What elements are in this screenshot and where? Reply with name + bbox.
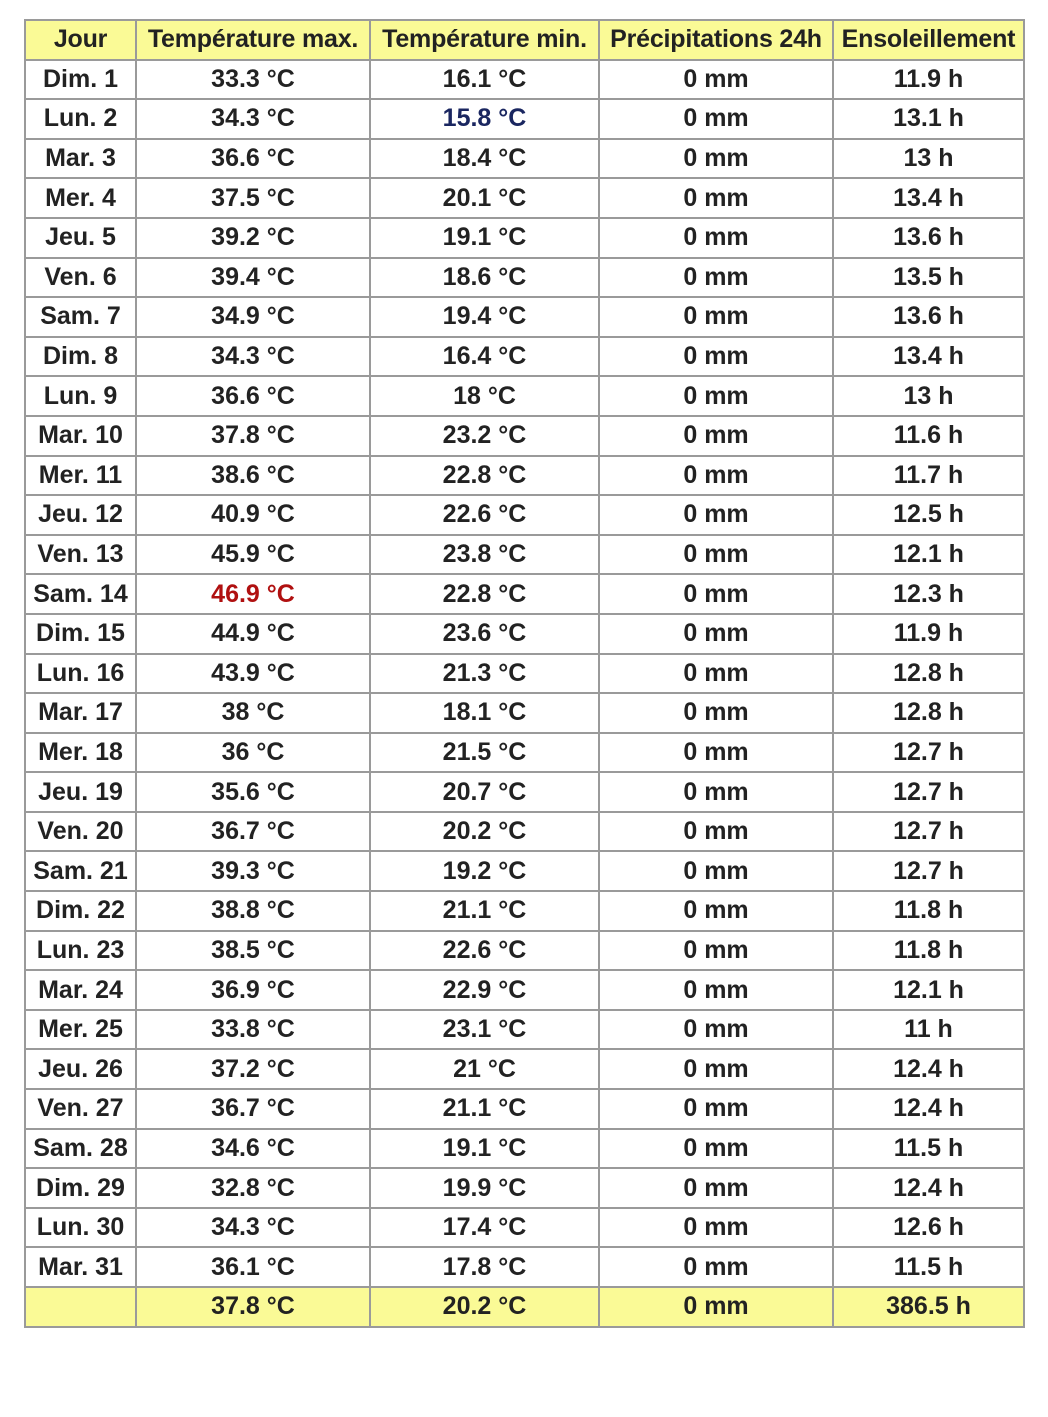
cell-sunshine: 13.4 h	[833, 178, 1024, 218]
table-row	[25, 614, 1024, 654]
cell-sunshine: 11.8 h	[833, 931, 1024, 971]
cell-temp-max: 39.3 °C	[136, 851, 370, 891]
cell-day: Lun. 9	[25, 376, 136, 416]
cell-sunshine: 11.9 h	[833, 60, 1024, 100]
cell-precipitation: 0 mm	[599, 376, 833, 416]
cell-day: Ven. 6	[25, 258, 136, 298]
cell-temp-min: 23.1 °C	[370, 1010, 599, 1050]
cell-temp-min: 22.6 °C	[370, 931, 599, 971]
cell-day: Mar. 17	[25, 693, 136, 733]
cell-sunshine: 11.9 h	[833, 614, 1024, 654]
cell-sunshine: 12.5 h	[833, 495, 1024, 535]
cell-precipitation: 0 mm	[599, 772, 833, 812]
cell-temp-max: 45.9 °C	[136, 535, 370, 575]
cell-temp-min: 23.8 °C	[370, 535, 599, 575]
cell-temp-max: 39.2 °C	[136, 218, 370, 258]
cell-precipitation: 0 mm	[599, 851, 833, 891]
cell-sunshine: 12.7 h	[833, 851, 1024, 891]
cell-sunshine: 13.6 h	[833, 218, 1024, 258]
cell-temp-min: 21 °C	[370, 1049, 599, 1089]
cell-temp-min: 18.1 °C	[370, 693, 599, 733]
cell-precipitation: 0 mm	[599, 416, 833, 456]
table-row	[25, 139, 1024, 179]
header-temp-min: Température min.	[370, 20, 599, 60]
table-row	[25, 1049, 1024, 1089]
cell-temp-max: 35.6 °C	[136, 772, 370, 812]
totals-temp-min: 20.2 °C	[370, 1287, 599, 1327]
cell-precipitation: 0 mm	[599, 1049, 833, 1089]
cell-precipitation: 0 mm	[599, 1208, 833, 1248]
cell-temp-max: 36.7 °C	[136, 812, 370, 852]
cell-sunshine: 11 h	[833, 1010, 1024, 1050]
table-row	[25, 1247, 1024, 1287]
cell-precipitation: 0 mm	[599, 654, 833, 694]
header-day: Jour	[25, 20, 136, 60]
table-row	[25, 851, 1024, 891]
monthly-weather-table	[24, 19, 1025, 1328]
cell-temp-min: 21.3 °C	[370, 654, 599, 694]
cell-precipitation: 0 mm	[599, 99, 833, 139]
cell-temp-min: 19.9 °C	[370, 1168, 599, 1208]
cell-day: Mar. 10	[25, 416, 136, 456]
cell-temp-max: 43.9 °C	[136, 654, 370, 694]
cell-precipitation: 0 mm	[599, 456, 833, 496]
cell-precipitation: 0 mm	[599, 693, 833, 733]
table-row	[25, 812, 1024, 852]
cell-temp-max: 37.5 °C	[136, 178, 370, 218]
cell-temp-max: 36.6 °C	[136, 376, 370, 416]
cell-day: Jeu. 26	[25, 1049, 136, 1089]
cell-day: Dim. 8	[25, 337, 136, 377]
cell-sunshine: 11.7 h	[833, 456, 1024, 496]
cell-temp-max: 38.6 °C	[136, 456, 370, 496]
cell-sunshine: 11.6 h	[833, 416, 1024, 456]
table-row	[25, 416, 1024, 456]
cell-temp-max: 39.4 °C	[136, 258, 370, 298]
cell-temp-max: 38.5 °C	[136, 931, 370, 971]
cell-sunshine: 13.5 h	[833, 258, 1024, 298]
table-row	[25, 99, 1024, 139]
cell-precipitation: 0 mm	[599, 1089, 833, 1129]
cell-temp-max: 38.8 °C	[136, 891, 370, 931]
cell-precipitation: 0 mm	[599, 1129, 833, 1169]
cell-temp-max: 40.9 °C	[136, 495, 370, 535]
cell-temp-min: 23.6 °C	[370, 614, 599, 654]
cell-day: Mer. 4	[25, 178, 136, 218]
cell-sunshine: 13 h	[833, 376, 1024, 416]
table-row	[25, 693, 1024, 733]
cell-temp-min: 15.8 °C	[370, 99, 599, 139]
table-row	[25, 1010, 1024, 1050]
cell-day: Mer. 18	[25, 733, 136, 773]
cell-temp-min: 17.4 °C	[370, 1208, 599, 1248]
cell-temp-max: 36.9 °C	[136, 970, 370, 1010]
cell-day: Dim. 15	[25, 614, 136, 654]
cell-sunshine: 13.1 h	[833, 99, 1024, 139]
cell-day: Dim. 22	[25, 891, 136, 931]
totals-sunshine: 386.5 h	[833, 1287, 1024, 1327]
cell-precipitation: 0 mm	[599, 337, 833, 377]
cell-sunshine: 12.7 h	[833, 733, 1024, 773]
cell-temp-min: 19.1 °C	[370, 1129, 599, 1169]
cell-temp-max: 44.9 °C	[136, 614, 370, 654]
cell-day: Mar. 24	[25, 970, 136, 1010]
table-row	[25, 931, 1024, 971]
cell-day: Sam. 7	[25, 297, 136, 337]
cell-precipitation: 0 mm	[599, 574, 833, 614]
cell-temp-max: 34.6 °C	[136, 1129, 370, 1169]
cell-sunshine: 12.8 h	[833, 654, 1024, 694]
table-row	[25, 60, 1024, 100]
cell-temp-min: 20.2 °C	[370, 812, 599, 852]
cell-temp-max: 34.3 °C	[136, 1208, 370, 1248]
cell-sunshine: 13.4 h	[833, 337, 1024, 377]
cell-temp-min: 19.4 °C	[370, 297, 599, 337]
cell-temp-min: 16.1 °C	[370, 60, 599, 100]
cell-sunshine: 11.8 h	[833, 891, 1024, 931]
cell-temp-min: 18 °C	[370, 376, 599, 416]
table-row	[25, 1129, 1024, 1169]
cell-precipitation: 0 mm	[599, 1247, 833, 1287]
table-row	[25, 970, 1024, 1010]
cell-temp-max: 33.3 °C	[136, 60, 370, 100]
cell-sunshine: 12.4 h	[833, 1089, 1024, 1129]
cell-precipitation: 0 mm	[599, 1168, 833, 1208]
table-row	[25, 337, 1024, 377]
cell-temp-min: 16.4 °C	[370, 337, 599, 377]
header-precipitation: Précipitations 24h	[599, 20, 833, 60]
cell-precipitation: 0 mm	[599, 535, 833, 575]
cell-day: Mar. 3	[25, 139, 136, 179]
cell-day: Dim. 29	[25, 1168, 136, 1208]
cell-precipitation: 0 mm	[599, 812, 833, 852]
table-row	[25, 535, 1024, 575]
cell-precipitation: 0 mm	[599, 218, 833, 258]
cell-precipitation: 0 mm	[599, 614, 833, 654]
cell-precipitation: 0 mm	[599, 60, 833, 100]
cell-day: Jeu. 5	[25, 218, 136, 258]
cell-temp-max: 36.7 °C	[136, 1089, 370, 1129]
cell-sunshine: 12.7 h	[833, 812, 1024, 852]
cell-temp-max: 34.9 °C	[136, 297, 370, 337]
table-row	[25, 891, 1024, 931]
cell-temp-min: 20.1 °C	[370, 178, 599, 218]
table-body	[25, 60, 1024, 1287]
cell-sunshine: 12.3 h	[833, 574, 1024, 614]
cell-precipitation: 0 mm	[599, 178, 833, 218]
cell-temp-max: 38 °C	[136, 693, 370, 733]
cell-temp-max: 32.8 °C	[136, 1168, 370, 1208]
table-row	[25, 654, 1024, 694]
cell-day: Sam. 21	[25, 851, 136, 891]
table-row	[25, 456, 1024, 496]
cell-day: Mer. 25	[25, 1010, 136, 1050]
cell-sunshine: 13 h	[833, 139, 1024, 179]
cell-temp-max: 37.2 °C	[136, 1049, 370, 1089]
cell-temp-min: 22.9 °C	[370, 970, 599, 1010]
cell-temp-min: 22.8 °C	[370, 456, 599, 496]
cell-temp-max: 34.3 °C	[136, 99, 370, 139]
cell-sunshine: 11.5 h	[833, 1129, 1024, 1169]
cell-day: Lun. 16	[25, 654, 136, 694]
cell-day: Jeu. 12	[25, 495, 136, 535]
cell-sunshine: 12.7 h	[833, 772, 1024, 812]
table-row	[25, 297, 1024, 337]
cell-day: Mar. 31	[25, 1247, 136, 1287]
table-row	[25, 1089, 1024, 1129]
totals-precipitation: 0 mm	[599, 1287, 833, 1327]
cell-temp-min: 18.4 °C	[370, 139, 599, 179]
table-row	[25, 218, 1024, 258]
cell-temp-min: 21.1 °C	[370, 1089, 599, 1129]
totals-label	[25, 1287, 136, 1327]
header-sunshine: Ensoleillement	[833, 20, 1024, 60]
totals-row	[25, 1287, 1024, 1327]
cell-temp-max: 37.8 °C	[136, 416, 370, 456]
cell-sunshine: 12.8 h	[833, 693, 1024, 733]
cell-sunshine: 12.1 h	[833, 535, 1024, 575]
cell-day: Dim. 1	[25, 60, 136, 100]
header-row	[25, 20, 1024, 60]
cell-temp-max: 36 °C	[136, 733, 370, 773]
table-row	[25, 1208, 1024, 1248]
cell-day: Ven. 13	[25, 535, 136, 575]
cell-temp-min: 17.8 °C	[370, 1247, 599, 1287]
totals-temp-max: 37.8 °C	[136, 1287, 370, 1327]
cell-day: Lun. 30	[25, 1208, 136, 1248]
table-row	[25, 733, 1024, 773]
cell-temp-min: 21.1 °C	[370, 891, 599, 931]
table-row	[25, 376, 1024, 416]
cell-temp-max: 46.9 °C	[136, 574, 370, 614]
cell-day: Mer. 11	[25, 456, 136, 496]
cell-temp-min: 22.6 °C	[370, 495, 599, 535]
cell-sunshine: 11.5 h	[833, 1247, 1024, 1287]
table-row	[25, 772, 1024, 812]
cell-day: Ven. 20	[25, 812, 136, 852]
cell-day: Sam. 28	[25, 1129, 136, 1169]
cell-sunshine: 13.6 h	[833, 297, 1024, 337]
cell-precipitation: 0 mm	[599, 495, 833, 535]
cell-precipitation: 0 mm	[599, 258, 833, 298]
cell-precipitation: 0 mm	[599, 139, 833, 179]
cell-sunshine: 12.1 h	[833, 970, 1024, 1010]
cell-temp-max: 33.8 °C	[136, 1010, 370, 1050]
cell-day: Ven. 27	[25, 1089, 136, 1129]
cell-sunshine: 12.6 h	[833, 1208, 1024, 1248]
cell-sunshine: 12.4 h	[833, 1168, 1024, 1208]
cell-precipitation: 0 mm	[599, 970, 833, 1010]
cell-day: Sam. 14	[25, 574, 136, 614]
cell-precipitation: 0 mm	[599, 733, 833, 773]
cell-precipitation: 0 mm	[599, 891, 833, 931]
cell-temp-min: 19.2 °C	[370, 851, 599, 891]
cell-temp-min: 23.2 °C	[370, 416, 599, 456]
cell-temp-min: 21.5 °C	[370, 733, 599, 773]
cell-day: Lun. 23	[25, 931, 136, 971]
cell-temp-min: 22.8 °C	[370, 574, 599, 614]
table-row	[25, 178, 1024, 218]
cell-day: Lun. 2	[25, 99, 136, 139]
header-temp-max: Température max.	[136, 20, 370, 60]
table-row	[25, 495, 1024, 535]
table-row	[25, 258, 1024, 298]
cell-precipitation: 0 mm	[599, 1010, 833, 1050]
cell-precipitation: 0 mm	[599, 931, 833, 971]
table-row	[25, 1168, 1024, 1208]
cell-temp-min: 18.6 °C	[370, 258, 599, 298]
weather-table-container	[24, 19, 1025, 1328]
cell-temp-min: 20.7 °C	[370, 772, 599, 812]
cell-temp-max: 34.3 °C	[136, 337, 370, 377]
cell-temp-max: 36.6 °C	[136, 139, 370, 179]
table-row	[25, 574, 1024, 614]
cell-sunshine: 12.4 h	[833, 1049, 1024, 1089]
cell-temp-max: 36.1 °C	[136, 1247, 370, 1287]
cell-precipitation: 0 mm	[599, 297, 833, 337]
cell-day: Jeu. 19	[25, 772, 136, 812]
cell-temp-min: 19.1 °C	[370, 218, 599, 258]
